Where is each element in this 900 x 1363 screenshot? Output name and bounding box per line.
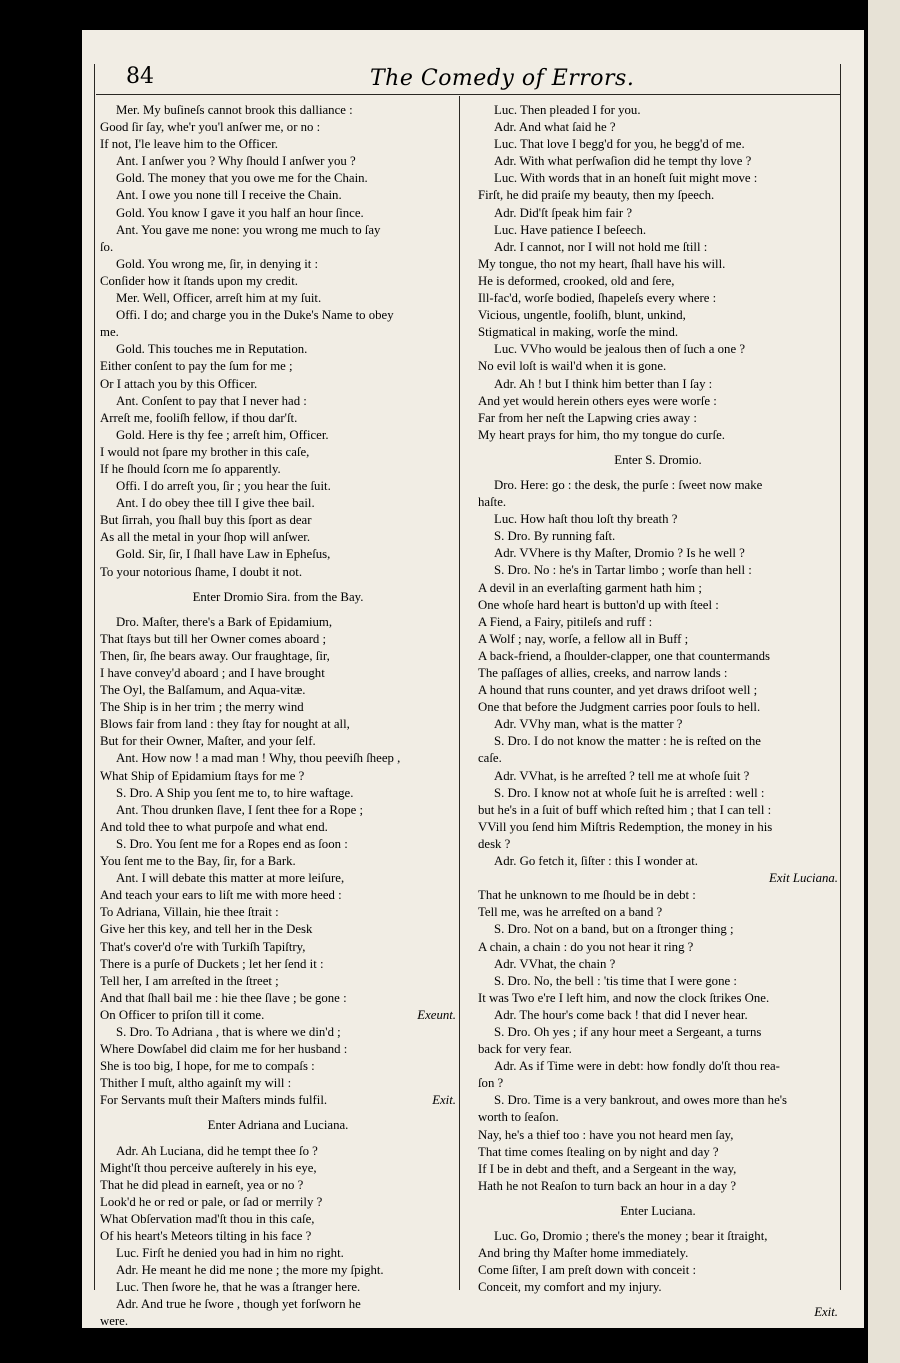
verse-line: If I be in debt and theft, and a Sergeant in the way, (478, 1161, 737, 1176)
line-spacer (478, 444, 838, 452)
exit-direction: Enter (809, 1330, 838, 1345)
verse-line: Tell me, was he arreſted on a band ? (478, 905, 663, 920)
exit-direction: Exit. (814, 1305, 838, 1320)
verse-line: It was Two e're I left him, and now the clock ſtrikes One. (478, 990, 770, 1005)
verse-line: Gold. Sir, ſir, I ſhall have Law in Epheſus, (116, 547, 331, 562)
line-text: On Officer to priſon till it come. (100, 1007, 265, 1022)
verse-line: Mer. Well, Officer, arreſt him at my ſuit. (116, 291, 322, 306)
stage-direction: Enter S. Dromio. (614, 452, 702, 467)
verse-line: I would not ſpare my brother in this caſe, (100, 444, 310, 459)
right-text-column (478, 102, 838, 1347)
verse-line: Mer. My buſineſs cannot brook this dalliance : (116, 103, 353, 117)
line-spacer (100, 1135, 456, 1143)
verse-line: Gold. The money that you owe me for the Chain. (116, 171, 368, 186)
verse-line: S. Dro. Oh yes ; if any hour meet a Sergeant, a turns (494, 1024, 762, 1039)
verse-line: What Ship of Epidamium ſtays for me ? (100, 768, 305, 783)
verse-line: And told thee to what purpoſe and what end. (100, 819, 328, 834)
verse-line: S. Dro. No, the bell : 'tis time that I were gone : (494, 973, 737, 988)
verse-line: Gold. Here is thy fee ; arreſt him, Officer. (116, 427, 329, 442)
verse-line: Might'ſt thou perceive auſterely in his eye, (100, 1160, 317, 1175)
verse-line: A Fiend, a Fairy, pitileſs and ruff : (478, 614, 653, 629)
verse-line: Luc. With words that in an honeſt ſuit might move : (494, 171, 758, 186)
verse-line: worth to ſeaſon. (478, 1110, 559, 1125)
verse-line: To Adriana, Villain, hie thee ſtrait : (100, 905, 279, 920)
verse-line: Luc. How haſt thou loſt thy breath ? (494, 512, 678, 527)
verse-line: If he ſhould ſcorn me ſo apparently. (100, 461, 281, 476)
line-spacer (478, 1195, 838, 1203)
verse-line: Far from her neſt the Lapwing cries away : (478, 410, 697, 425)
verse-line: As all the metal in your ſhop will anſwer. (100, 530, 311, 545)
verse-line: Thither I muſt, altho againſt my will : (100, 1076, 292, 1091)
verse-line: Then, ſir, ſhe bears away. Our fraughtage, ſir, (100, 648, 330, 663)
line-spacer (100, 1109, 456, 1117)
verse-line: There is a purſe of Duckets ; let her ſend it : (100, 956, 324, 971)
verse-line: VVill you ſend him Miſtris Redemption, the money in his (478, 819, 773, 834)
verse-line (478, 1304, 838, 1321)
verse-line: Adr. VVhat, is he arreſted ? tell me at whoſe ſuit ? (494, 768, 750, 783)
verse-line: Conceit, my comfort and my injury. (478, 1280, 662, 1295)
verse-line: Arreſt me, fooliſh fellow, if thou dar'ſt. (100, 410, 298, 425)
verse-line: And yet would herein others eyes were worſe : (478, 393, 717, 408)
verse-line: What Obſervation mad'ſt thou in this caſe, (100, 1211, 315, 1226)
line-spacer (478, 1220, 838, 1228)
verse-line: S. Dro. No : he's in Tartar limbo ; worſe than hell : (494, 563, 752, 578)
verse-line: Adr. He meant he did me none ; the more my ſpight. (116, 1263, 384, 1278)
verse-line: Ant. How now ! a mad man ! Why, thou peeviſh ſheep , (116, 751, 401, 766)
verse-line: Of his heart's Meteors tilting in his face ? (100, 1229, 312, 1243)
verse-line: Adr. VVhy man, what is the matter ? (494, 717, 683, 732)
verse-line: Luc. Have patience I beſeech. (494, 222, 647, 237)
verse-line: Adr. Ah ! but I think him better than I ſay : (494, 376, 713, 391)
verse-line: A chain, a chain : do you not hear it ring ? (478, 939, 694, 954)
verse-line: Dro. Here: go : the desk, the purſe : ſweet now make (494, 477, 763, 492)
verse-line: Gold. You know I gave it you half an hour ſince. (116, 205, 364, 220)
verse-line: Conſider how it ſtands upon my credit. (100, 273, 298, 288)
verse-line: ſon ? (478, 1076, 504, 1091)
verse-line: My heart prays for him, tho my tongue do curſe. (478, 427, 725, 442)
verse-line: The Ship is in her trim ; the merry wind (100, 700, 304, 715)
verse-line: Ant. I anſwer you ? Why ſhould I anſwer you ? (116, 154, 356, 169)
verse-line: Ant. I do obey thee till I give thee bail. (116, 496, 315, 511)
verse-line: She is too big, I hope, for me to compaſs : (100, 1059, 315, 1074)
verse-line: Adr. I cannot, nor I will not hold me ſtill : (494, 239, 708, 254)
verse-line: Good ſir ſay, whe'r you'l anſwer me, or no : (100, 120, 321, 135)
verse-line: Hath he not Reaſon to turn back an hour in a day ? (478, 1178, 736, 1193)
stage-direction: Enter Luciana. (620, 1203, 696, 1218)
verse-line: He is deformed, crooked, old and ſere, (478, 273, 675, 288)
verse-line: That ſtays but till her Owner comes aboard ; (100, 631, 327, 646)
verse-line: S. Dro. By running faſt. (494, 529, 616, 544)
header-rule (96, 94, 840, 95)
line-spacer (100, 581, 456, 589)
verse-line: Adr. And true he ſwore , though yet forſworn he (116, 1297, 361, 1312)
verse-line: Offi. I do arreſt you, ſir ; you hear the ſuit. (116, 479, 331, 494)
verse-line: me. (100, 325, 119, 340)
verse-line: Come ſiſter, I am preſt down with conceit : (478, 1263, 697, 1278)
exit-direction: Exit. (432, 1093, 456, 1108)
verse-line: Or I attach you by this Officer. (100, 376, 258, 391)
verse-line: Gold. This touches me in Reputation. (116, 342, 308, 357)
verse-line: Adr. VVhat, the chain ? (494, 956, 616, 971)
verse-line: And that ſhall bail me : hie thee ſlave ; be gone : (100, 990, 347, 1005)
exit-direction: Exeunt. (417, 1007, 456, 1022)
verse-line: haſte. (478, 495, 507, 510)
verse-line: And teach your ears to liſt me with more heed : (100, 888, 342, 903)
verse-line: Ant. I owe you none till I receive the Chain. (116, 188, 342, 203)
verse-line: caſe. (478, 751, 502, 766)
line-spacer (478, 1321, 838, 1329)
running-title: The Comedy of Errors. (370, 66, 635, 91)
verse-line: desk ? (478, 836, 511, 851)
verse-line: Either conſent to pay the ſum for me ; (100, 359, 293, 374)
exit-direction: Exit Luciana. (769, 871, 838, 886)
line-text: For Servants muſt their Maſters minds fulfil. (100, 1093, 328, 1108)
verse-line: Luc. VVho would be jealous then of ſuch a one ? (494, 342, 746, 357)
verse-line: ſo. (100, 239, 114, 254)
verse-line: S. Dro. You ſent me for a Ropes end as ſoon : (116, 836, 348, 851)
verse-line: Luc. Go, Dromio ; there's the money ; bear it ſtraight, (494, 1229, 768, 1243)
verse-line (100, 1007, 456, 1024)
verse-line: Vicious, ungentle, fooliſh, blunt, unkind, (478, 308, 686, 323)
verse-line: A devil in an everlaſting garment hath him ; (478, 580, 702, 595)
column-divider-rule (459, 96, 460, 1290)
verse-line: Adr. Go fetch it, ſiſter : this I wonder at. (494, 854, 698, 869)
verse-line: S. Dro. Time is a very bankrout, and owes more than he's (494, 1093, 788, 1108)
verse-line: One whoſe hard heart is button'd up with ſteel : (478, 597, 719, 612)
verse-line: Adr. With what perſwaſion did he tempt thy love ? (494, 154, 752, 169)
verse-line: back for very fear. (478, 1042, 572, 1057)
verse-line: S. Dro. I do not know the matter : he is reſted on the (494, 734, 761, 749)
verse-line: Luc. Then pleaded I for you. (494, 103, 641, 117)
verse-line: Luc. Then ſwore he, that he was a ſtranger here. (116, 1280, 361, 1295)
verse-line: Look'd he or red or pale, or ſad or merrily ? (100, 1194, 323, 1209)
verse-line: To your notorious ſhame, I doubt it not. (100, 564, 303, 579)
verse-line: Stigmatical in making, worſe the mind. (478, 325, 679, 340)
verse-line: S. Dro. To Adriana , that is where we din'd ; (116, 1024, 341, 1039)
verse-line: That's cover'd o're with Turkiſh Tapiſtry, (100, 939, 306, 954)
verse-line: No evil loſt is wail'd when it is gone. (478, 359, 667, 374)
verse-line: Where Dowſabel did claim me for her husband : (100, 1042, 348, 1057)
verse-line: Give her this key, and tell her in the Desk (100, 922, 313, 937)
verse-line: Tell her, I am arreſted in the ſtreet ; (100, 973, 279, 988)
verse-line: Ant. Conſent to pay that I never had : (116, 393, 307, 408)
verse-line: Adr. And what ſaid he ? (494, 120, 616, 135)
verse-line: The Oyl, the Balſamum, and Aqua-vitæ. (100, 683, 306, 698)
verse-line: That time comes ſtealing on by night and day ? (478, 1144, 719, 1159)
verse-line: Dro. Maſter, there's a Bark of Epidamium, (116, 614, 333, 629)
verse-line: And bring thy Maſter home immediately. (478, 1246, 689, 1261)
verse-line (478, 870, 838, 887)
verse-line: Adr. As if Time were in debt: how fondly do'ſt thou rea- (494, 1059, 780, 1074)
line-spacer (100, 606, 456, 614)
verse-line: Adr. Ah Luciana, did he tempt thee ſo ? (116, 1143, 318, 1158)
adjacent-page-edge (868, 0, 900, 1363)
verse-line: But for their Owner, Maſter, and your ſelf. (100, 734, 316, 749)
verse-line: The paſſages of allies, creeks, and narrow lands : (478, 666, 728, 680)
verse-line: Blows fair from land : they ſtay for nought at all, (100, 717, 350, 732)
stage-direction: Enter Dromio Sira. from the Bay. (192, 589, 364, 604)
line-spacer (478, 469, 838, 477)
verse-line: That he unknown to me ſhould be in debt : (478, 888, 696, 903)
verse-line: S. Dro. I know not at whoſe ſuit he is arreſted : well : (494, 785, 765, 800)
right-frame-rule (840, 64, 841, 1290)
verse-line: That he did plead in earneſt, yea or no ? (100, 1177, 304, 1192)
verse-line: were. (100, 1314, 129, 1329)
verse-line: I have convey'd aboard ; and I have brought (100, 666, 325, 680)
verse-line: Adr. The hour's come back ! that did I never hear. (494, 1007, 748, 1022)
verse-line: Ill-fac'd, worſe bodied, ſhapeleſs every where : (478, 291, 717, 306)
verse-line: Ant. Thou drunken ſlave, I ſent thee for a Rope ; (116, 802, 364, 817)
verse-line (100, 1092, 456, 1109)
verse-line: A back-friend, a ſhoulder-clapper, one that countermands (478, 648, 771, 663)
verse-line: A hound that runs counter, and yet draws driſoot well ; (478, 683, 758, 698)
line-spacer (478, 1296, 838, 1304)
verse-line: But ſirrah, you ſhall buy this ſport as dear (100, 513, 312, 528)
verse-line: Gold. You wrong me, ſir, in denying it : (116, 256, 319, 271)
verse-line: Luc. Firſt he denied you had in him no right. (116, 1246, 344, 1261)
verse-line: Firſt, he did praiſe my beauty, then my ſpeech. (478, 188, 715, 203)
verse-line: Ant. You gave me none: you wrong me much to ſay (116, 222, 381, 237)
stage-direction: Enter Adriana and Luciana. (207, 1118, 349, 1133)
verse-line: Ant. I will debate this matter at more leiſure, (116, 871, 345, 886)
verse-line: S. Dro. Not on a band, but on a ſtronger thing ; (494, 922, 734, 937)
verse-line: One that before the Judgment carries poor ſouls to hell. (478, 700, 761, 715)
verse-line: You ſent me to the Bay, ſir, for a Bark. (100, 854, 296, 869)
verse-line: S. Dro. A Ship you ſent me to, to hire waftage. (116, 785, 354, 800)
left-text-column (100, 102, 456, 1331)
verse-line: but he's in a ſuit of buff which reſted him ; that I can tell : (478, 802, 772, 817)
verse-line: Adr. VVhere is thy Maſter, Dromio ? Is he well ? (494, 546, 745, 561)
verse-line: A Wolf ; nay, worſe, a fellow all in Buff ; (478, 631, 689, 646)
verse-line: Nay, he's a thief too : have you not heard men ſay, (478, 1127, 734, 1142)
left-frame-rule (94, 64, 95, 1290)
verse-line: If not, I'le leave him to the Officer. (100, 137, 278, 152)
verse-line: Luc. That love I begg'd for you, he begg'd of me. (494, 137, 745, 152)
page-number: 84 (126, 64, 154, 89)
verse-line: My tongue, tho not my heart, ſhall have his will. (478, 256, 726, 271)
verse-line: Adr. Did'ſt ſpeak him fair ? (494, 205, 633, 220)
verse-line: Offi. I do; and charge you in the Duke's Name to obey (116, 308, 394, 323)
verse-line (478, 1329, 838, 1346)
